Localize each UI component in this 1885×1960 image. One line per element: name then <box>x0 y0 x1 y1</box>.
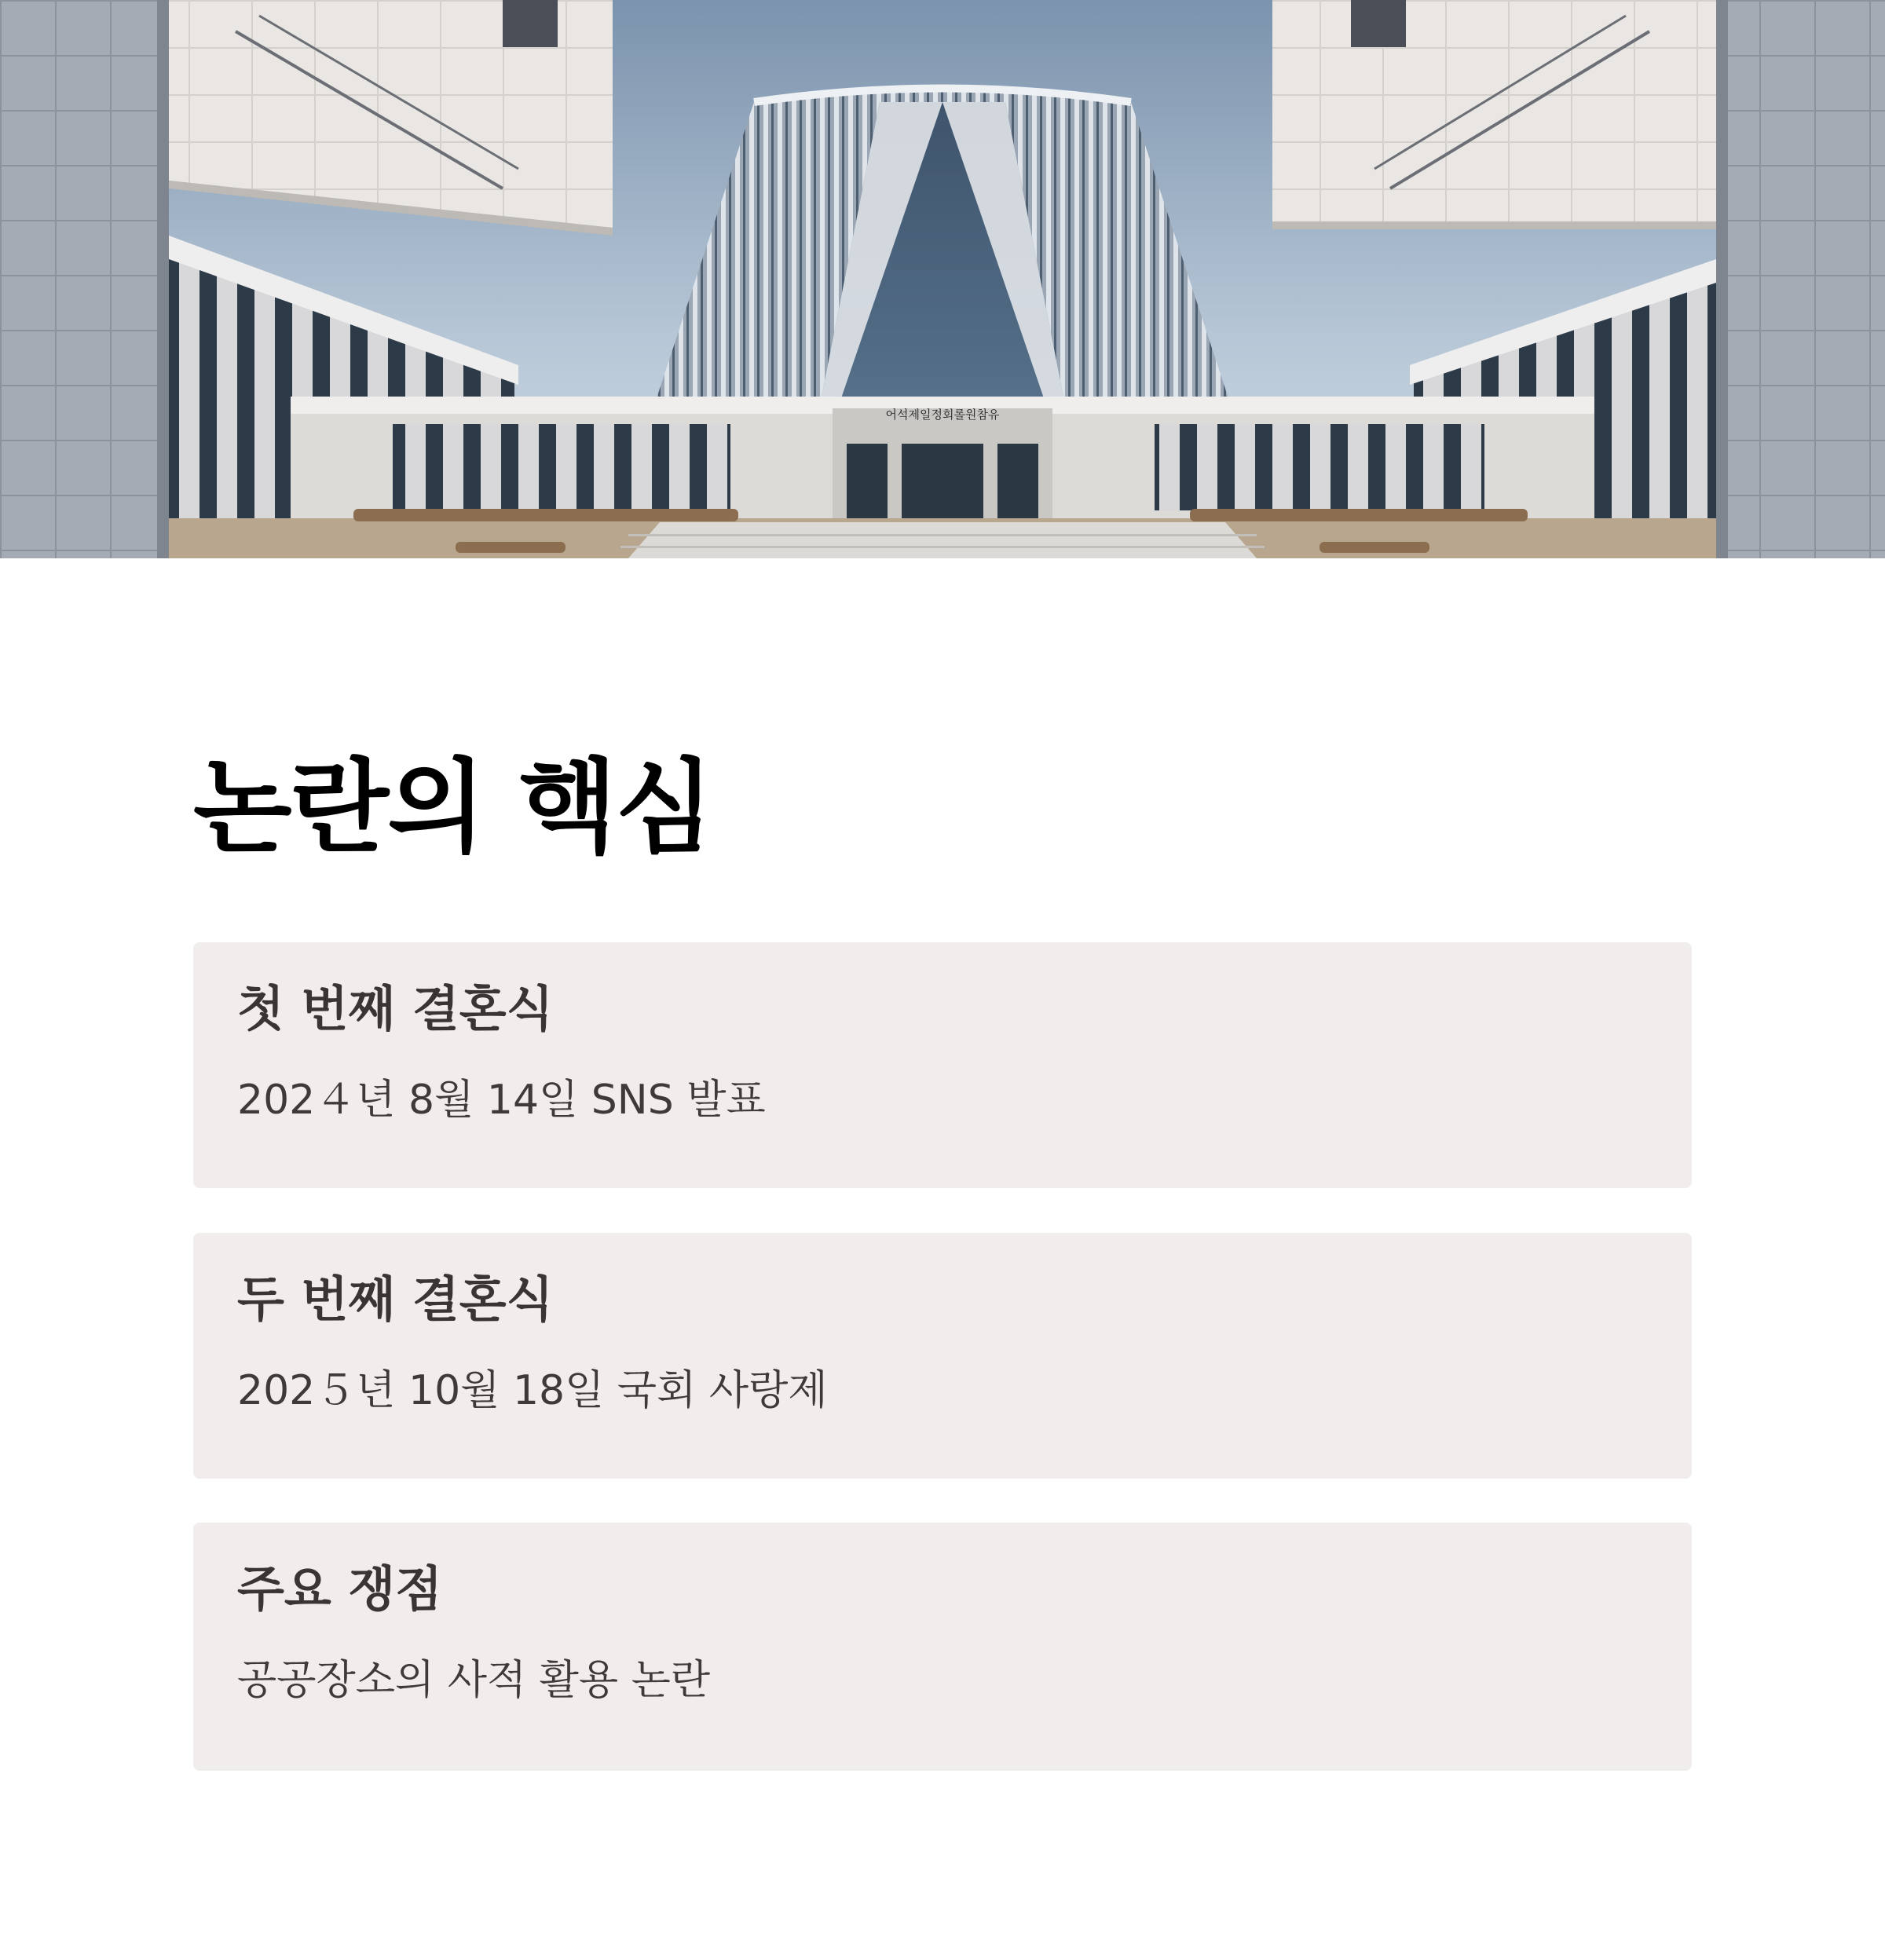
card-title: 주요 쟁점 <box>237 1560 443 1618</box>
page-title: 논란의 핵심 <box>193 748 713 867</box>
card-title: 두 번째 결혼식 <box>237 1271 554 1328</box>
hero-image <box>0 0 1885 558</box>
card-description: 202４년 8월 14일 SNS 발표 <box>237 1077 766 1124</box>
card-title: 첫 번째 결혼식 <box>237 980 554 1037</box>
card-description: 공공장소의 사적 활용 논란 <box>237 1657 711 1704</box>
building-sign: 어석제일정회롤원참유 <box>885 408 1000 422</box>
info-card-first-wedding <box>193 942 1692 1188</box>
info-card-key-issue <box>193 1523 1692 1771</box>
info-card-second-wedding <box>193 1233 1692 1479</box>
card-description: 202５년 10월 18일 국회 사랑제 <box>237 1367 828 1414</box>
government-building-illustration <box>0 0 1885 558</box>
